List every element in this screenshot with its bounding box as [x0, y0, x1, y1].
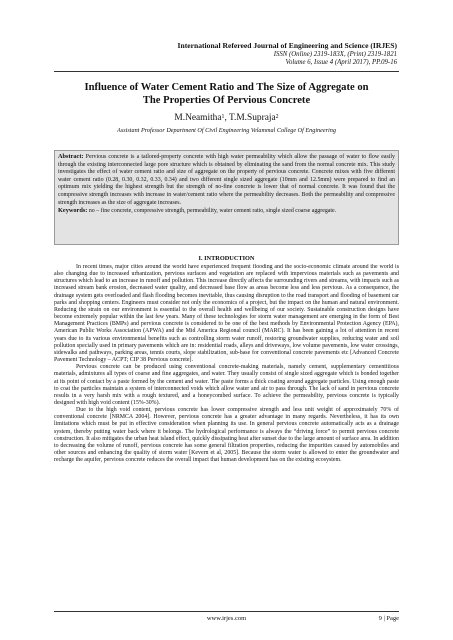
body-paragraph: Pervious concrete can be produced using conventional concrete-making materials, namely cement, supplementary cementitious materials, admixtures all types of coarse and fine aggregates, and water. They usually consist of single sized aggregate which is bonded together at its point of contact by a paste formed by the cement and water. The paste forms a thick coating around aggregate particles. Using enough paste to coat the particles maintain a system of interconnected voids which allow water and air to pass through. The lack of sand in pervious concrete results in a very harsh mix with a rough textured, and a honeycombed surface. To achieve the permeability, pervious concrete is typically designed with high void content (15%-30%). [54, 364, 399, 406]
author-list [54, 113, 399, 124]
abstract-text: Pervious concrete is a tailored-property concrete with high water permeability which allow the passage of water to flow easily through the existing interconnected large pore structure which is obtained by eliminating the sand from the normal concrete mix. This study investigates the effect of water cement ratio and size of aggregate on the property of pervious concrete. Concrete mixes with five different water cement ratio (0.28, 0.30, 0.32, 0.33, 0.34) and two different single sized aggregate (10mm and 12.5mm) were prepared to find an optimum mix yielding the highest strength but the strength of no-fine concrete is lower that of normal concrete. It was found that the compressive strength increases with increase in water/cement ratio where the permeability decreases. Both the permeability and compressive strength increases as the size of aggregate increases. [58, 154, 395, 206]
author-separator: , [224, 113, 229, 123]
body-text [54, 264, 399, 604]
keywords-label: Keywords: [58, 207, 88, 215]
paper-title-line-2: The Properties Of Pervious Concrete [142, 95, 311, 106]
journal-name: International Refereed Journal of Engineering and Science (IRJES) [177, 41, 397, 50]
keywords-text: no – fine concrete, compressive strength, permeability, water cement ratio, single sized coarse aggregate. [87, 208, 337, 215]
journal-header [178, 42, 397, 68]
author-affiliation-mark: 1 [221, 114, 225, 120]
footer-website: www.irjes.com [206, 615, 247, 622]
footer-divider [54, 611, 399, 612]
paper-title [54, 81, 399, 107]
keywords-paragraph [58, 207, 395, 216]
journal-volume: Volume 6, Issue 4 (April 2017), PP.09-16 [285, 59, 397, 67]
abstract-label: Abstract: [58, 153, 84, 160]
journal-issn: ISSN (Online) 2319-183X, (Print) 2319-1821 [273, 50, 397, 58]
header-divider [54, 71, 399, 72]
author-name: T.M.Supraja [228, 113, 276, 123]
abstract-box [54, 150, 399, 245]
abstract-paragraph [58, 153, 395, 207]
body-paragraph: Due to the high void content, pervious concrete has lower compressive strength and less unit weight of approximately 70% of conventional concrete [NRMCA 2004]. However, pervious concrete has a greater advantage in many regards. Nevertheless, it has its own limitations which must be put in effective consideration when planning its use. In general pervious concrete automatically acts as a drainage system, thereby putting water back where it belongs. The hydrological performance is always the “driving force” to permit pervious concrete construction. It also mitigates the urban heat island effect, quickly dissipating heat after sunset due to the large amount of surface area. In addition to decreasing the volume of runoff, pervious concrete has some general filtration properties, reducing the impurities caused by automobiles and other sources and enhancing the quality of storm water [Kevern et al, 2005]. Because the storm water is allowed to enter the groundwater and recharge the aquifer, pervious concrete reduces the overall impact that human development has on the existing ecosystem. [54, 407, 399, 464]
author-affiliation: Assistant Professor Department Of Civil Engineering Velammal College Of Engineering [117, 127, 336, 134]
section-heading: I. INTRODUCTION [198, 255, 255, 262]
paper-title-line-1: Influence of Water Cement Ratio and The Size of Aggregate on [84, 82, 369, 93]
author-name: M.Neamitha [174, 113, 222, 123]
author-affiliation-mark: 2 [275, 114, 279, 120]
body-paragraph: In recent times, major cities around the world have experienced frequent flooding and the socio-economic climate around the world is also changing due to increased urbanization, pervious surfaces and vegetation are replaced with impervious materials such as pavements and structures which lead to an increase in runoff and pollution. This increase directly affects the surrounding rivers and streams, with impacts such as increased stream bank erosion, decreased water quality, and decreased base flow as areas become less and less pervious. As a consequence, the drainage system gets overloaded and flash flooding becomes inevitable, thus causing disruption to the road transport and flooding of basement car parks and shopping centers. Engineers must consider not only the economics of a project, but the impact on the human and natural environment. Reducing the strain on our environment is essential to the overall health and wellbeing of our society. Sustainable construction designs have become extremely popular within the last few years. Many of these technologies for storm water management are emerging in the form of Best Management Practices (BMPs) and pervious concrete is considered to be one of the best methods by Environmental Protection Agency (EPA), American Public Works Association (APWA) and the Mid America Regional council (MARC). It has been gaining a lot of attention in recent years due to its various environmental benefits such as controlling storm water runoff, restoring groundwater supplies, reducing water and soil pollution specially used in primary pavements which are in: residential roads, alleys and driveways, low volume pavements, low water crossings, sidewalks and pathways, parking areas, tennis courts, slope stabilization, sub-base for conventional concrete pavements etc [Advanced Concrete Pavement Technology – ACPT; CIP 38 Pervious concrete]. [54, 264, 399, 364]
footer-page-number: 9 | Page [378, 615, 399, 622]
